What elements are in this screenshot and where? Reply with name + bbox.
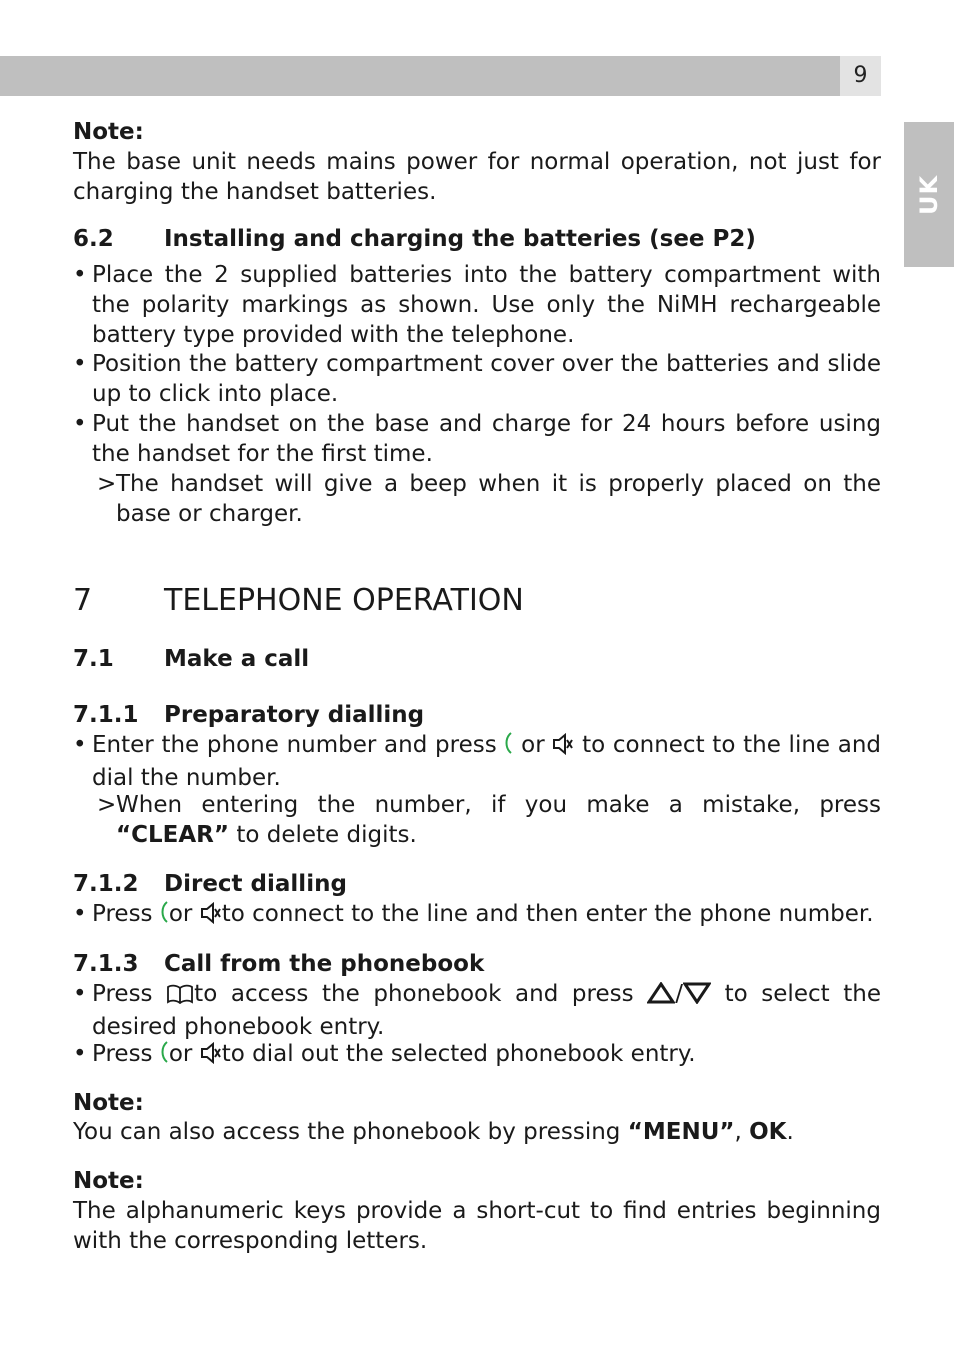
bullet-dot: • xyxy=(73,732,87,758)
section-heading-7-1-1 xyxy=(73,700,881,730)
list-item-text: Position the battery compartment cover over the batteries and slide up to click into place. xyxy=(92,351,881,407)
section-heading-7-1 xyxy=(73,644,881,674)
handset-icon xyxy=(160,900,169,932)
handset-icon xyxy=(504,731,513,763)
handset-icon xyxy=(160,1040,169,1072)
result-text: When entering the number, if you make a mistake, press “CLEAR” to delete digits. xyxy=(116,792,881,848)
bullet-dot: • xyxy=(73,981,87,1007)
menu-key-label: “MENU” xyxy=(627,1119,735,1145)
note-label: Note: xyxy=(73,1168,144,1194)
list-item-text: Place the 2 supplied batteries into the battery compartment with the polarity markings as shown. Use only the NiMH rechargeable battery type provided with the telephone. xyxy=(92,262,881,348)
note-label: Note: xyxy=(73,1090,144,1116)
section-number: 7.1.2 xyxy=(73,871,139,897)
result-marker: > xyxy=(97,471,117,497)
section-heading-7-1-2 xyxy=(73,869,881,899)
list-item-text: Press to access the phonebook and press / to select the desired phonebook entry. xyxy=(92,981,882,1040)
chapter-title: TELEPHONE OPERATION xyxy=(164,583,524,618)
bullet-dot: • xyxy=(73,411,87,437)
section-title: Call from the phonebook xyxy=(164,951,485,977)
section-number: 6.2 xyxy=(73,226,114,252)
clear-key-label: “CLEAR” xyxy=(116,822,229,848)
section-heading-6-2 xyxy=(73,224,881,254)
list-item-text: Press or to dial out the selected phonebook entry. xyxy=(92,1039,881,1072)
section-heading-7-1-3 xyxy=(73,949,881,979)
note-text: The alphanumeric keys provide a short-cut to find entries beginning with the corresponding letters. xyxy=(73,1198,881,1254)
bullet-dot: • xyxy=(73,262,87,288)
result-text: The handset will give a beep when it is properly placed on the base or charger. xyxy=(116,471,881,527)
section-number: 7.1 xyxy=(73,646,114,672)
up-arrow-icon xyxy=(647,982,675,1012)
section-title: Direct dialling xyxy=(164,871,347,897)
section-number: 7.1.3 xyxy=(73,951,139,977)
speaker-icon xyxy=(552,733,574,763)
list-item-text: Enter the phone number and press or to connect to the line and dial the number. xyxy=(92,732,882,791)
result-marker: > xyxy=(97,792,117,818)
down-arrow-icon xyxy=(683,982,711,1012)
list-item-text: Put the handset on the base and charge for 24 hours before using the handset for the first time. xyxy=(92,411,881,467)
language-tab-label: UK xyxy=(915,174,943,215)
ok-key-label: OK xyxy=(749,1119,787,1145)
note-label: Note: xyxy=(73,119,144,145)
chapter-heading xyxy=(73,583,881,619)
bullet-dot: • xyxy=(73,351,87,377)
section-number: 7.1.1 xyxy=(73,702,139,728)
section-title: Make a call xyxy=(164,646,310,672)
language-tab xyxy=(904,122,954,267)
page-number: 9 xyxy=(840,56,881,96)
chapter-number: 7 xyxy=(73,583,93,618)
section-title: Preparatory dialling xyxy=(164,702,425,728)
bullet-dot: • xyxy=(73,901,87,927)
note-text: The base unit needs mains power for normal operation, not just for charging the handset batteries. xyxy=(73,149,881,205)
speaker-icon xyxy=(200,902,222,932)
list-item-text: Press or to connect to the line and then enter the phone number. xyxy=(92,899,881,932)
section-title: Installing and charging the batteries (see P2) xyxy=(164,226,756,252)
header-bar xyxy=(0,56,840,96)
note-text: You can also access the phonebook by pressing “MENU”, OK. xyxy=(73,1119,794,1145)
phonebook-icon xyxy=(166,982,194,1012)
speaker-icon xyxy=(200,1042,222,1072)
bullet-dot: • xyxy=(73,1041,87,1067)
